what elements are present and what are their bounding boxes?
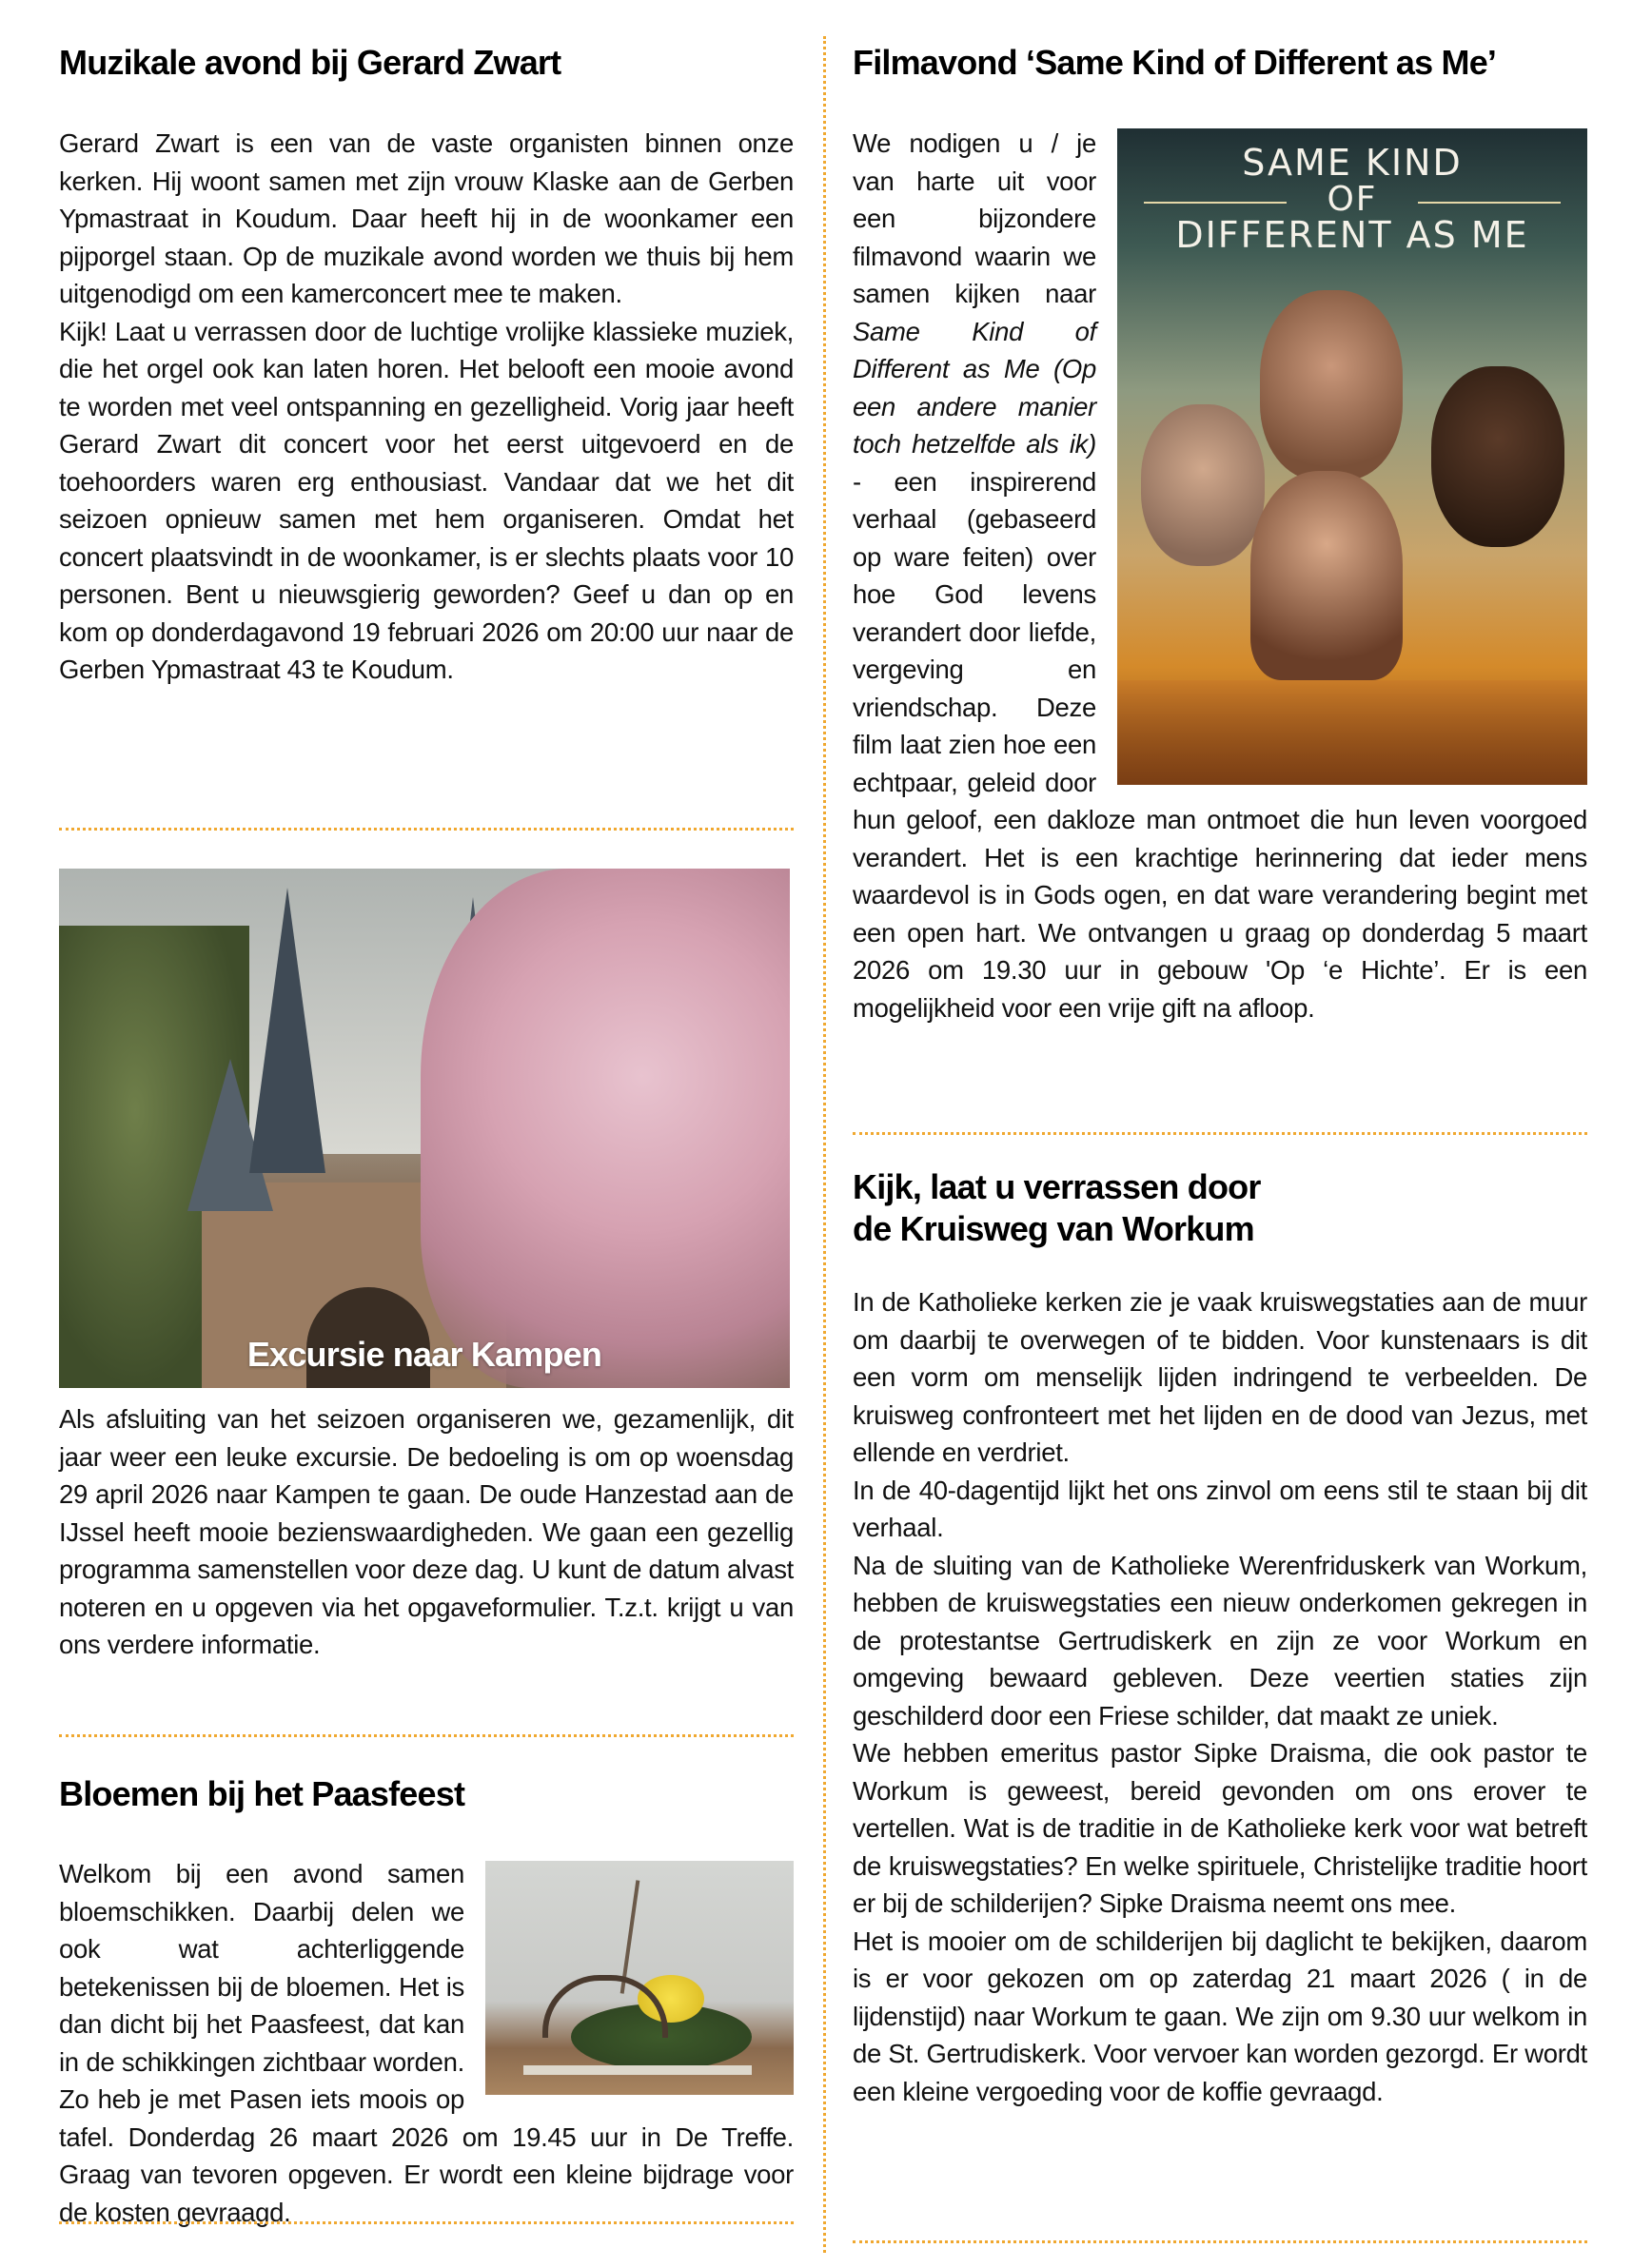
paragraph: Gerard Zwart is een van de vaste organisten binnen onze kerken. Hij woont samen met zijn vrouw Klaske aan de Gerben Ypmastraat in Koudum. Daar heeft hij in de woonkamer een pijporgel staan. Op de muzikale avond worden we thuis bij hem uitgenodigd om een kamerconcert mee te maken. — [59, 128, 794, 308]
article-title: Filmavond ‘Same Kind of Different as Me’ — [853, 43, 1497, 82]
paragraph: Kijk! Laat u verrassen door de luchtige vrolijke klassieke muziek, die het orgel ook kan laten horen. Het belooft een mooie avond te worden met veel ontspanning en gezelligheid. Vorig jaar heeft Gerard Zwart dit concert voor het eerst uitgevoerd en de toehoorders waren erg enthousiast. Vandaar dat we het dit seizoen opnieuw samen met hem organiseren. Omdat het concert plaatsvindt in de woonkamer, is er slechts plaats voor 10 personen. Bent u nieuwsgierig geworden? Geef u dan op en kom op donderdagavond 19 februari 2026 om 20:00 uur naar de Gerben Ypmastraat 43 te Koudum. — [59, 316, 794, 684]
description-text: - een inspirerend verhaal (gebaseerd op ware feiten) over hoe God levens verandert door liefde, vergeving en vriendschap. Deze film laat zien hoe een echtpaar, geleid door hun geloof, een dakloze man ontmoet die hun leven voorgoed verandert. Het is een krachtige herinnering dat ieder mens waardevol is in Gods ogen, en dat ware verandering begint met een open hart. We ontvangen u graag op donderdag 5 maart 2026 om 19.30 uur in gebouw 'Op ‘e Hichte’. Er is een mogelijkheid voor een vrije gift na afloop. — [853, 466, 1587, 1023]
dotted-divider — [853, 2240, 1587, 2243]
photo-caption: Excursie naar Kampen — [246, 1335, 602, 1374]
article-title — [853, 1166, 1261, 1250]
title-line-1: Kijk, laat u verrassen door — [853, 1167, 1261, 1206]
actor-face-left — [1141, 404, 1265, 566]
paragraph: In de 40-dagentijd lijkt het ons zinvol om eens stil te staan bij dit verhaal. — [853, 1475, 1587, 1542]
article-title: Muzikale avond bij Gerard Zwart — [59, 43, 561, 82]
title-line-2: de Kruisweg van Workum — [853, 1209, 1254, 1248]
paragraph: In de Katholieke kerken zie je vaak kruiswegstaties aan de muur om daarbij te overwegen of te bidden. Voor kunstenaars is dit een vorm om menselijk lijden indringend te verbeelden. De kruisweg confronteert met het lijden en de dood van Jezus, met ellende en verdriet. — [853, 1287, 1587, 1467]
poster-title-line-1: SAME KIND — [1242, 142, 1463, 184]
intro-text: We nodigen u / je van harte uit voor een bijzondere filmavond waarin we samen kijken naar — [853, 128, 1096, 308]
article-body — [853, 125, 1587, 1026]
actress-face — [1250, 471, 1403, 680]
movie-poster — [1117, 128, 1587, 785]
tray — [523, 2065, 752, 2075]
article-body: Als afsluiting van het seizoen organiseren we, gezamenlijk, dit jaar weer een leuke excursie. De bedoeling is om op woensdag 29 april 2026 naar Kampen te gaan. De oude Hanzestad aan de IJssel heeft mooie bezienswaardigheden. We gaan een gezellig programma samenstellen voor deze dag. U kunt de datum alvast noteren en u opgeven via het opgaveformulier. T.z.t. krijgt u van ons verdere informatie. — [59, 1404, 794, 1659]
paragraph: We hebben emeritus pastor Sipke Draisma, die ook pastor te Workum is geweest, bereid gevonden om ons erover te vertellen. Wat is de traditie in de Katholieke kerk voor wat betreft de kruiswegstaties? En welke spirituele, Christelijke traditie hoort er bij de schilderijen? Sipke Draisma neemt ons mee. — [853, 1738, 1587, 1918]
kampen-city-gate-photo — [59, 869, 790, 1388]
article-body — [59, 125, 794, 689]
dotted-divider — [59, 1734, 794, 1737]
dotted-divider — [59, 2221, 794, 2224]
poster-field — [1117, 680, 1587, 785]
paragraph: Welkom bij een avond samen bloemschikken. Daarbij delen we ook wat achterliggende betekenissen bij de bloemen. Het is dan dicht bij het Paasfeest, dat kan in de schikkingen zichtbaar worden. Zo heb je met Pasen iets moois op tafel. Donderdag 26 maart 2026 om 19.45 uur in De Treffe. Graag van tevoren opgeven. Er wordt een kleine bijdrage voor de kosten gevraagd. — [59, 1859, 794, 2227]
paragraph: Het is mooier om de schilderijen bij daglicht te bekijken, daarom is er voor gekozen om op zaterdag 21 maart 2026 ( in de lijdenstijd) naar Workum te gaan. We zijn om 9.30 uur welkom in de St. Gertrudiskerk. Voor vervoer kan worden gezorgd. Er wordt een kleine vergoeding voor de koffie gevraagd. — [853, 1926, 1587, 2106]
poster-rule-right — [1418, 202, 1561, 204]
actor-face-right — [1431, 366, 1564, 547]
article-body — [853, 1283, 1587, 2110]
dotted-divider — [853, 1132, 1587, 1135]
poster-title-line-2: OF — [1327, 180, 1378, 219]
flower-arrangement-photo — [485, 1861, 794, 2095]
spire-center — [249, 888, 325, 1173]
actor-face-center — [1260, 290, 1403, 480]
article-body — [59, 1855, 794, 2231]
article-title: Bloemen bij het Paasfeest — [59, 1774, 465, 1813]
dotted-divider — [59, 828, 794, 831]
poster-title-line-3: DIFFERENT AS ME — [1175, 214, 1529, 256]
cherry-blossom-tree — [421, 869, 790, 1388]
film-title-italic: Same Kind of Different as Me (Op een andere manier toch hetzelfde als ik) — [853, 316, 1096, 459]
column-separator — [823, 36, 826, 2253]
paragraph: Na de sluiting van de Katholieke Werenfriduskerk van Workum, hebben de kruiswegstaties een nieuw onderkomen gekregen in de protestantse Gertrudiskerk en zijn ze voor Workum en omgeving bewaard gebleven. Deze veertien staties zijn geschilderd door een Friese schilder, dat maakt ze uniek. — [853, 1550, 1587, 1730]
